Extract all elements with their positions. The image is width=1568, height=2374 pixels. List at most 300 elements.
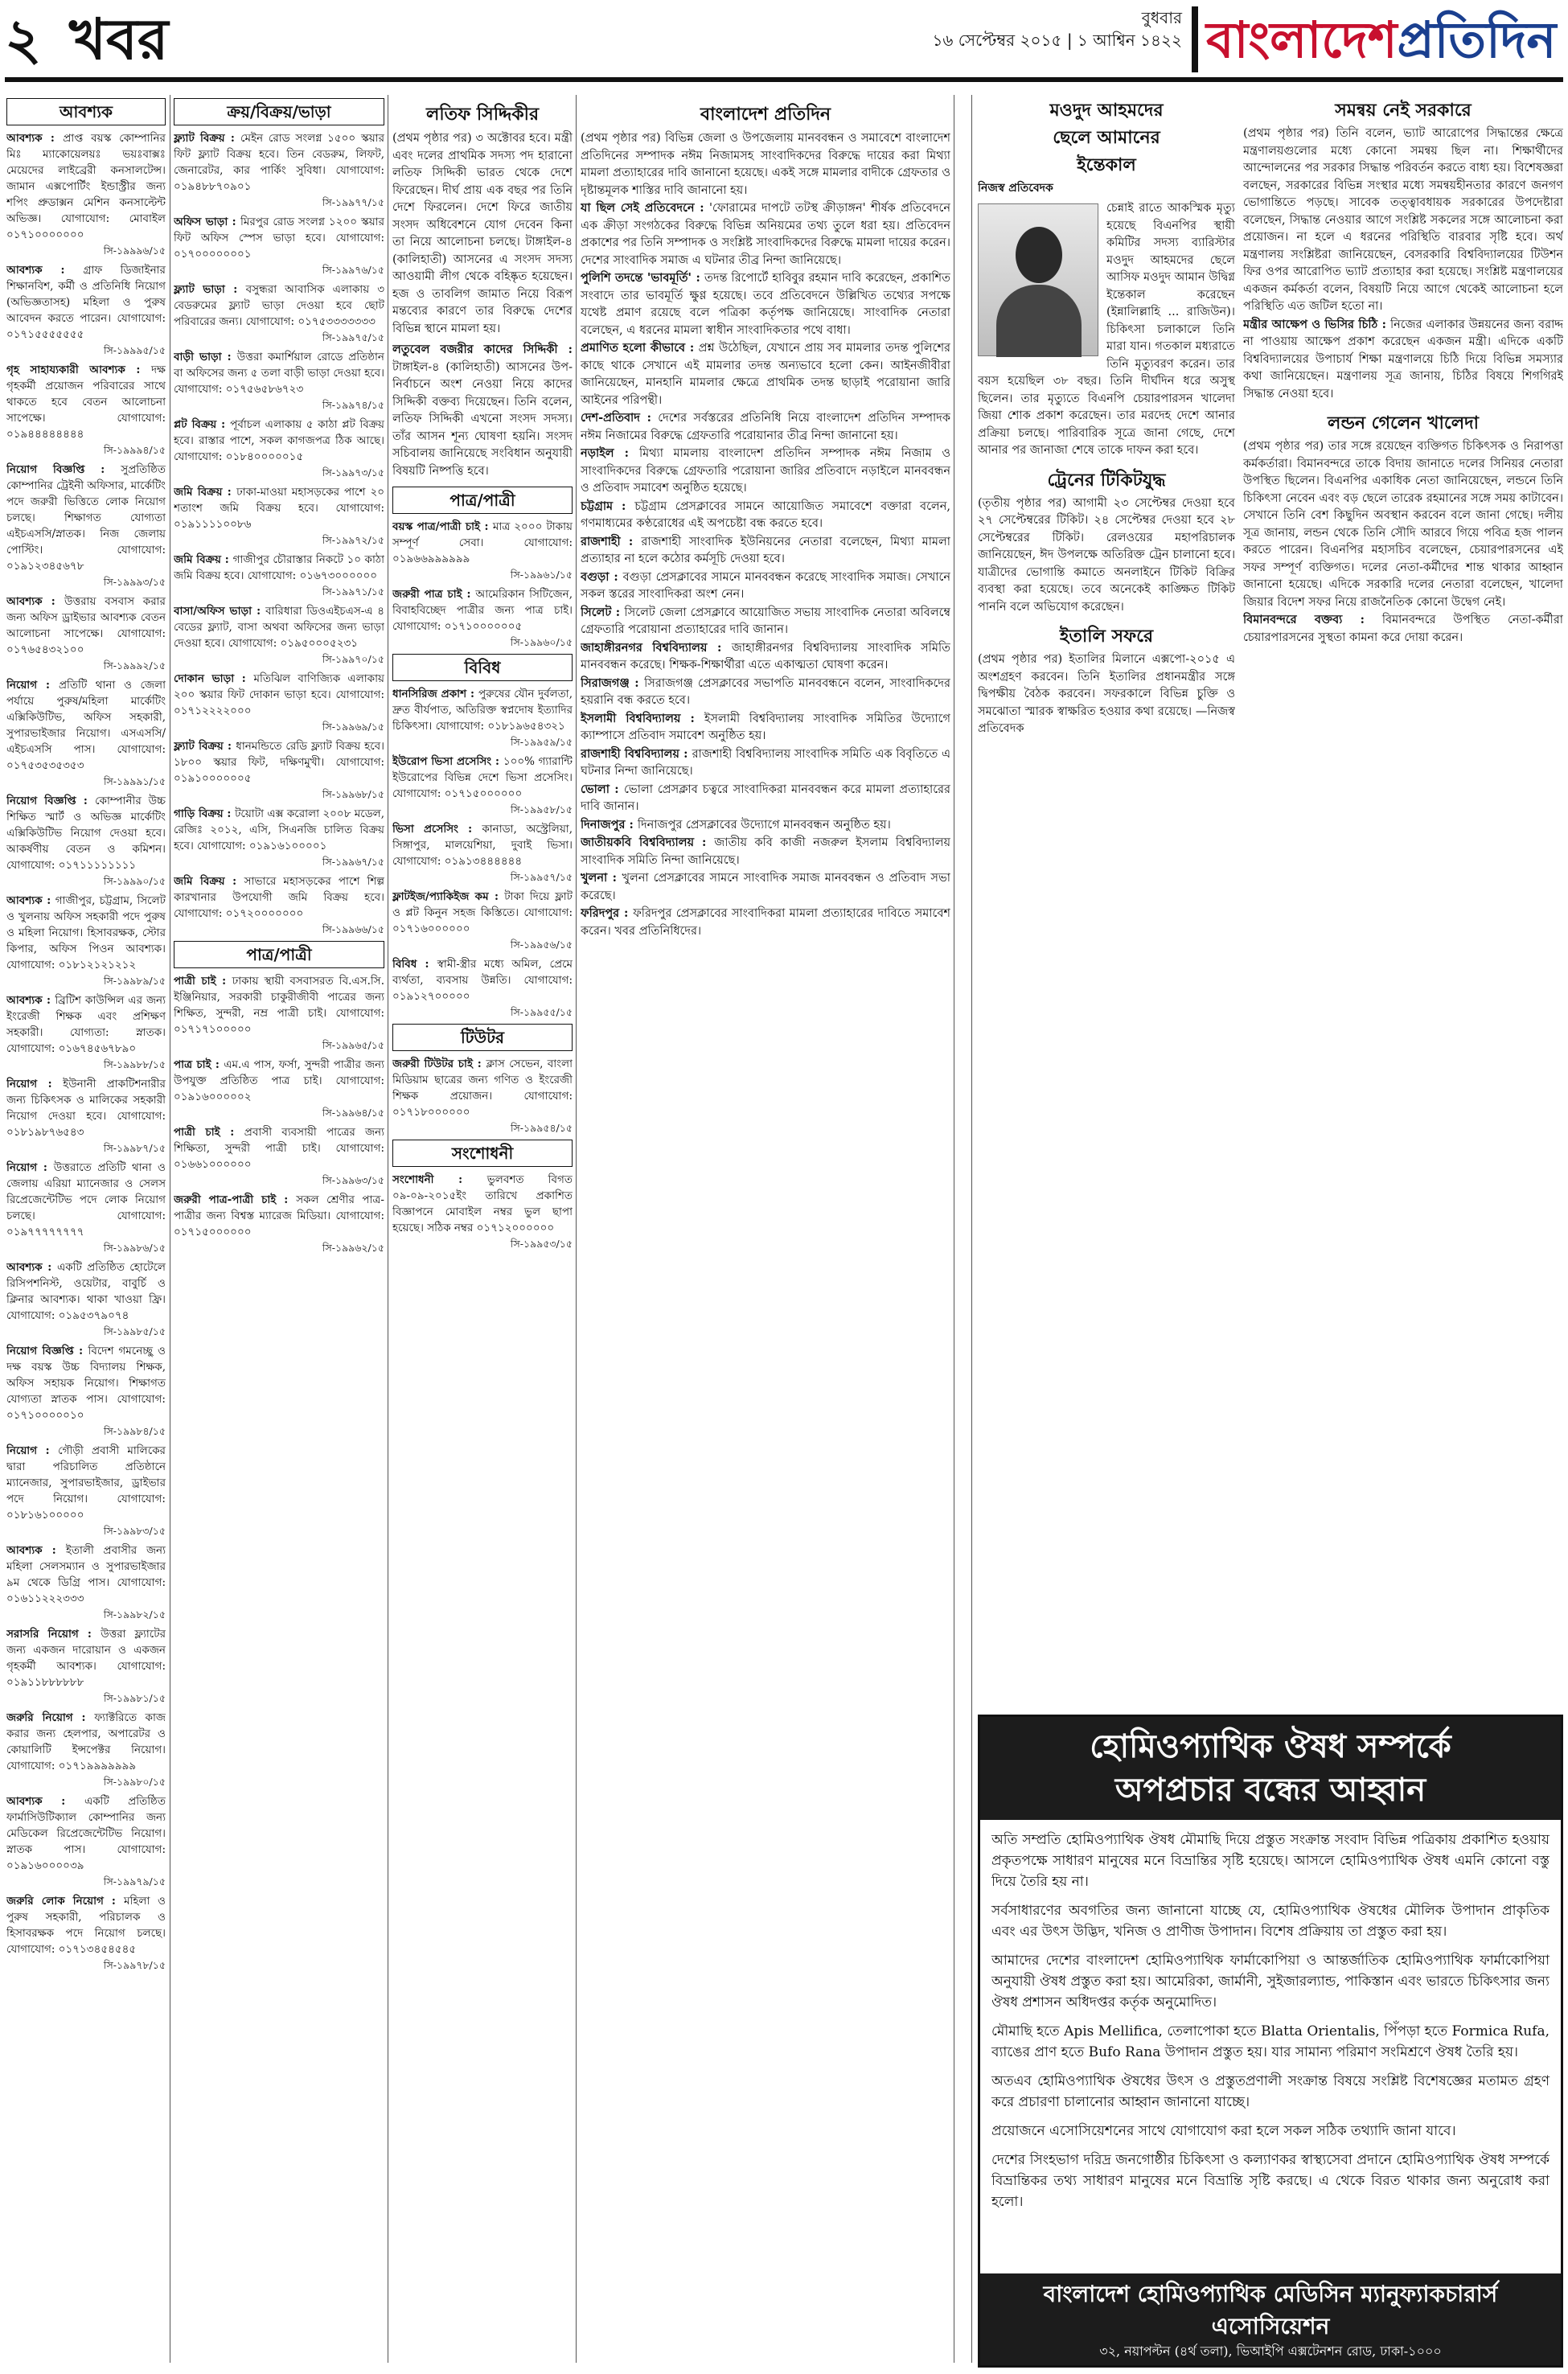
header-rule	[5, 77, 1563, 82]
classified-ad-text: কানাডা, অস্ট্রেলিয়া, সিঙ্গাপুর, মালয়েশিয়া, দুবাই ভিসা। যোগাযোগ: ০১৯১৩৪৪৪৪৪৪	[392, 823, 573, 868]
city-report-text: বগুড়া প্রেসক্লাবের সামনে মানববন্ধন করেছে সাংবাদিক সমাজ। সেখানে সকল স্তরের সাংবাদিকরা অংশ নেন।	[581, 570, 950, 601]
classified-ad-label: আবশ্যক :	[6, 1544, 66, 1557]
classified-list	[392, 519, 573, 651]
classified-ad-reference: সি-১৯৯৮৭/১৫	[103, 1142, 166, 1154]
classified-ad-label: নিয়োগ বিজ্ঞপ্তি :	[6, 463, 121, 476]
classified-ad-text: ক্লাস সেভেন, বাংলা মিডিয়াম ছাত্রের জন্য গণিত ও ইংরেজী শিক্ষক প্রয়োজন। যোগাযোগ: ০১৭১৮০০০০০০	[392, 1058, 573, 1119]
classified-ad	[392, 956, 573, 1021]
city-report-text: দিনাজপুর প্রেসক্লাবের উদ্যোগে মানববন্ধন অনুষ্ঠিত হয়।	[637, 818, 891, 832]
classified-ad-reference: সি-১৯৯৫৯/১৫	[510, 736, 573, 748]
classified-ad	[392, 754, 573, 818]
article-subsection	[1243, 316, 1563, 404]
classified-ad-reference: সি-১৯৯৭৪/১৫	[322, 399, 384, 411]
classified-list	[392, 686, 573, 1021]
ad-paragraph: দেশের সিংহভাগ দরিদ্র জনগোষ্ঠীর চিকিৎসা ও কল্যাণকর স্বাস্থ্যসেবা প্রদানে হোমিওপ্যাথিক ঔষধ সম্পর্কে বিভ্রান্তিকর তথ্য সাধারণ মানুষের মনে বিভ্রান্তি সৃষ্টি করছে। এ থেকে বিরত থাকার জন্য অনুরোধ করা হলো।	[991, 2152, 1550, 2210]
article-subsection	[581, 199, 950, 269]
classified-ad-reference: সি-১৯৯৭২/১৫	[322, 534, 384, 546]
ad-headline-line-1: হোমিওপ্যাথিক ঔষধ সম্পর্কে	[1090, 1727, 1451, 1765]
classified-ad	[6, 1160, 166, 1256]
city-report-text: রাজশাহী সাংবাদিক ইউনিয়নের নেতারা বলেছেন, মিথ্যা মামলা প্রত্যাহার না হলে কঠোর কর্মসূচি দেওয়া হবে।	[581, 535, 950, 565]
classified-ad	[174, 1192, 384, 1256]
classified-ad-reference: সি-১৯৯৯০/১৫	[103, 875, 166, 887]
weekday: বুধবার	[1141, 8, 1182, 27]
ad-headline-line-2: অপপ্রচার বন্ধের আহ্বান	[1114, 1771, 1426, 1809]
classified-ad-label: আবশ্যক :	[6, 894, 55, 907]
classified-ad-text: ইতালী প্রবাসীর জন্য মহিলা সেলসম্যান ও সুপারভাইজার ৯ম থেকে ডিগ্রি পাস। যোগাযোগ: ০১৬১১২২২৩৩৩	[6, 1544, 166, 1605]
column-divider	[576, 95, 577, 2363]
classified-ad	[392, 821, 573, 885]
classified-ad	[174, 349, 384, 413]
classified-ad-label: বাসা/অফিস ভাড়া :	[174, 605, 266, 618]
column-divider	[971, 95, 972, 2363]
classified-ad-text: উত্তরা কমার্শিয়াল রোডে প্রতিষ্ঠান বা অফিসের জন্য ৫ তলা বাড়ী ভাড়া দেওয়া হবে। যোগাযোগ: ০১৭৫৬৫৮৬৭২৩	[174, 351, 384, 396]
article-subsection	[581, 339, 950, 409]
ad-headline	[980, 1717, 1561, 1820]
article-body: বিমানবন্দরে উপস্থিত নেতা-কর্মীরা চেয়ারপারসনের সুস্থতা কামনা করে দোয়া করেন।	[1243, 614, 1563, 644]
classified-ad-label: ফ্লাটইজ/প্যাকিইজ কম :	[392, 890, 505, 903]
article-body: 'ফোরামের দাপটে তটস্থ ক্রীড়াঙ্গন' শীর্ষক প্রতিবেদনে এক ক্রীড়া সংগঠকের বিরুদ্ধে বিভিন্ন অনিয়মের তথ্য তুলে ধরা হয়। প্রতিবেদন প্রকাশের পর তিনি সম্পাদক ও সংশ্লিষ্ট সাংবাদিকদের বিরুদ্ধে মামলা দায়ের করেন। দেশের সাংবাদিক সমাজ এ ঘটনার তীব্র নিন্দা জানিয়েছে।	[581, 202, 950, 267]
article-body: (প্রথম পৃষ্ঠার পর) তিনি বলেন, ভ্যাট আরোপের সিদ্ধান্তের ক্ষেত্রে মন্ত্রণালয়গুলোর মধ্যে কোনো সমন্বয় ছিল না। শিক্ষার্থীদের আন্দোলনের পর সরকার সিদ্ধান্ত পরিবর্তন করতে বাধ্য হয়। বিশেষজ্ঞরা বলছেন, সরকারের বিভিন্ন সংস্থার মধ্যে সমন্বয়হীনতার কারণে জনগণ ভোগান্তিতে পড়ছে। সাবেক তত্ত্বাবধায়ক সরকারের উপদেষ্টারা বলেছেন, সিদ্ধান্ত নেওয়ার আগে সংশ্লিষ্ট সকলের সঙ্গে আলোচনা করা প্রয়োজন। না হলে এ ধরনের পরিস্থিতি বারবার সৃষ্টি হবে। অর্থ মন্ত্রণালয় সংশ্লিষ্টরা জানিয়েছেন, বেসরকারি বিশ্ববিদ্যালয়ের টিউশন ফির ওপর আরোপিত ভ্যাট প্রত্যাহার করা হয়েছে। সংশ্লিষ্ট মন্ত্রণালয়ের একজন কর্মকর্তা বলেন, বিষয়টি নিয়ে আগে থেকেই আলোচনা হলে পরিস্থিতি এত জটিল হতো না।	[1243, 127, 1563, 313]
classified-ad-reference: সি-১৯৯৯১/১৫	[103, 775, 166, 787]
article-body: নিজের এলাকার উন্নয়নের জন্য বরাদ্দ না পাওয়ায় আক্ষেপ প্রকাশ করেছেন একজন মন্ত্রী। এদিকে একটি বিশ্ববিদ্যালয়ের উপাচার্য শিক্ষা মন্ত্রণালয়ে চিঠি দিয়ে বিভিন্ন সমস্যার কথা জানিয়েছেন। মন্ত্রণালয় সূত্র জানায়, চিঠির বিষয়ে শিগগিরই সিদ্ধান্ত নেওয়া হবে।	[1243, 318, 1563, 400]
classified-ad-reference: সি-১৯৯৫৩/১৫	[510, 1238, 573, 1250]
classified-ad-reference: সি-১৯৯৭০/১৫	[322, 653, 384, 665]
subheading: লতুবেল বজরীর কাদের সিদ্দিকী :	[392, 343, 573, 356]
city-name: ফরিদপুর :	[581, 906, 634, 920]
classified-ad-reference: সি-১৯৯৬০/১৫	[510, 636, 573, 648]
city-report-text: মিথ্যা মামলায় বাংলাদেশ প্রতিদিন সম্পাদক নঈম নিজাম ও সাংবাদিকদের বিরুদ্ধে গ্রেফতারি পরোয়ানা জারির প্রতিবাদে নড়াইলে মানববন্ধন ও প্রতিবাদ সমাবেশ অনুষ্ঠিত হয়েছে।	[581, 447, 950, 495]
classified-ad-reference: সি-১৯৯৬৯/১৫	[322, 721, 384, 733]
classified-ad	[6, 1443, 166, 1539]
classified-ad-label: আবশ্যক :	[6, 1795, 84, 1808]
classified-heading: টিউটর	[392, 1024, 573, 1051]
classified-ad-label: বয়স্ক পাত্র/পাত্রী চাই :	[392, 520, 493, 533]
classified-ad-label: জমি বিক্রয় :	[174, 875, 244, 888]
classified-ad-label: গৃহ সাহায্যকারী আবশ্যক :	[6, 363, 151, 376]
article-body: (তৃতীয় পৃষ্ঠার পর) আগামী ২৩ সেপ্টেম্বর দেওয়া হবে ২৭ সেপ্টেম্বরের টিকিট। ২৪ সেপ্টেম্বর দেওয়া হবে ২৮ সেপ্টেম্বরের টিকিট। রেলওয়ের মহাপরিচালক জানিয়েছেন, ঈদ উপলক্ষে অতিরিক্ত ট্রেন চালানো হবে। যাত্রীদের ভোগান্তি কমাতে অনলাইনে টিকিট বিক্রির ব্যবস্থা করা হয়েছে। তবে অনেকেই কাঙ্ক্ষিত টিকিট পাননি বলে অভিযোগ করেছেন।	[978, 496, 1235, 614]
portrait-photo	[978, 203, 1098, 356]
classified-ad-reference: সি-১৯৯৬১/১৫	[510, 569, 573, 581]
news-column-govt	[1243, 95, 1563, 1708]
classified-ad-text: উত্তরায় বসবাস করার জন্য অফিস ড্রাইভার আবশ্যক বেতন আলোচনা সাপেক্ষে। যোগাযোগ: ০১৭৬৫৪৩২১০০	[6, 595, 166, 656]
city-name: খুলনা :	[581, 871, 622, 885]
classified-ad	[6, 362, 166, 458]
section-title: খবর	[69, 6, 169, 72]
classified-ad-text: গৌড়ী প্রবাসী মালিকের দ্বারা পরিচালিত প্রতিষ্ঠানে ম্যানেজার, সুপারভাইজার, ড্রাইভার পদে নিয়োগ। যোগাযোগ: ০১৮১৬১০০০০০	[6, 1444, 166, 1522]
classified-ad-label: জমি বিক্রয় :	[174, 486, 237, 499]
classified-ad-label: ইউরোপ ভিসা প্রসেসিং :	[392, 755, 503, 768]
article-body: (প্রথম পৃষ্ঠার পর) ৩ অক্টোবর হবে। মন্ত্রী এবং দলের প্রাথমিক সদস্য পদ হারানো লতিফ সিদ্দিকী ভারত থেকে দেশে ফিরেছেন। দীর্ঘ প্রায় এক বছর পর তিনি দেশে ফিরলেন। দেশে ফিরে জাতীয় সংসদ অধিবেশনে যোগ দেবেন কিনা তা নিয়ে আলোচনা চলছে। টাঙ্গাইল-৪ (কালিহাতী) আসনের এ সংসদ সদস্য আওয়ামী লীগ থেকে বহিষ্কৃত হয়েছেন। হজ ও তাবলিগ জামাত নিয়ে বিরূপ মন্তব্যের কারণে তার বিরুদ্ধে দেশের বিভিন্ন স্থানে মামলা হয়।	[392, 132, 573, 335]
classified-ad	[6, 1626, 166, 1707]
classified-ad-label: আবশ্যক :	[6, 132, 64, 145]
classified-ad-reference: সি-১৯৯৫৬/১৫	[510, 939, 573, 951]
classified-ad	[6, 130, 166, 259]
subheading: যা ছিল সেই প্রতিবেদনে :	[581, 201, 704, 215]
classified-ad-reference: সি-১৯৯৯৫/১৫	[103, 344, 166, 356]
news-column-moudud	[978, 95, 1235, 1708]
classified-ad-label: নিয়োগ বিজ্ঞপ্তি :	[6, 1345, 88, 1357]
classified-list	[174, 130, 384, 938]
city-name: নড়াইল :	[581, 446, 639, 460]
classified-ad-text: সকল শ্রেণীর পাত্র-পাত্রীর জন্য বিশ্বস্ত ম্যারেজ মিডিয়া। যোগাযোগ: ০১৭১৫০০০০০০	[174, 1193, 384, 1238]
classified-ad-text: কোম্পানীর উচ্চ শিক্ষিত স্মার্ট ও অভিজ্ঞ মার্কেটিং এক্সিকিউটিভ নিয়োগ দেওয়া হবে। আকর্ষণীয় বেতন ও কমিশন। যোগাযোগ: ০১৭১১১১১১১১	[6, 795, 166, 872]
classified-ad-text: মতিঝিল বাণিজ্যিক এলাকায় ২০০ স্কয়ার ফিট দোকান ভাড়া হবে। যোগাযোগ: ০১৭১২২২২০০০	[174, 672, 384, 717]
classified-ad	[6, 262, 166, 359]
classified-ad	[174, 1057, 384, 1121]
city-report	[581, 781, 950, 816]
classified-ad-label: পাত্র চাই :	[174, 1058, 224, 1071]
classified-ad-label: জরুরী পাত্র-পাত্রী চাই :	[174, 1193, 297, 1206]
ad-paragraph: আমাদের দেশের বাংলাদেশ হোমিওপ্যাথিক ফার্মাকোপিয়া ও আন্তর্জাতিক হোমিওপ্যাথিক ফার্মাকোপিয়া অনুযায়ী ঔষধ প্রস্তুত করা হয়। আমেরিকা, জার্মানী, সুইজারল্যান্ড, পাকিস্তান এবং ভারতে চিকিৎসার জন্য ঔষধ প্রশাসন অধিদপ্তর কর্তৃক অনুমোদিত।	[991, 1953, 1550, 2011]
city-report-text: সিলেট জেলা প্রেসক্লাবে আয়োজিত সভায় সাংবাদিক নেতারা অবিলম্বে গ্রেফতারি পরোয়ানা প্রত্যাহারের দাবি জানান।	[581, 606, 950, 636]
city-report	[581, 639, 950, 675]
classified-ad-reference: সি-১৯৯৮১/১৫	[103, 1692, 166, 1704]
classified-ad-reference: সি-১৯৯৫৭/১৫	[510, 871, 573, 883]
classified-ad-label: ভিসা প্রসেসিং :	[392, 823, 482, 836]
city-name: চট্টগ্রাম :	[581, 499, 635, 513]
classified-ad-reference: সি-১৯৯৯৬/১৫	[103, 244, 166, 257]
classified-ad-text: আমেরিকান সিটিজেন, বিবাহবিচ্ছেদ পাত্রীর জন্য পাত্র চাই। যোগাযোগ: ০১৭১০০০০০০৫	[392, 588, 573, 633]
article-body: (প্রথম পৃষ্ঠার পর) ইতালির মিলানে এক্সপো-২০১৫ এ অংশগ্রহণ করবেন। তিনি ইতালির প্রধানমন্ত্রীর সঙ্গে দ্বিপক্ষীয় বৈঠক করবেন। সফরকালে বিভিন্ন চুক্তি ও সমঝোতা স্মারক স্বাক্ষরিত হওয়ার কথা রয়েছে। —নিজস্ব প্রতিবেদক	[978, 653, 1235, 735]
classified-ad-reference: সি-১৯৯৮৯/১৫	[103, 975, 166, 987]
city-name: সিলেট :	[581, 605, 625, 619]
classified-ad-reference: সি-১৯৯৮৩/১৫	[103, 1525, 166, 1537]
city-report	[581, 445, 950, 498]
classified-ad-label: পাত্রী চাই :	[174, 1126, 244, 1139]
city-report-text: সিরাজগঞ্জ প্রেসক্লাবের সভাপতি মানববন্ধনে বলেন, সাংবাদিকদের হয়রানি বন্ধ করতে হবে।	[581, 676, 950, 707]
city-report-text: জাতীয় কবি কাজী নজরুল ইসলাম বিশ্ববিদ্যালয় সাংবাদিক সমিতি নিন্দা জানিয়েছে।	[581, 836, 950, 867]
classified-ad-label: বিবিধ :	[392, 958, 437, 971]
ad-paragraph: অতএব হোমিওপ্যাথিক ঔষধের উৎস ও প্রস্তুতপ্রণালী সংক্রান্ত বিষয়ে সংশ্লিষ্ট বিশেষজ্ঞের মতামত গ্রহণ করে প্রচারণা চালানোর আহ্বান জানানো যাচ্ছে।	[991, 2073, 1550, 2110]
brand-divider	[1192, 6, 1198, 72]
classified-ad-label: জরুরী পাত্র চাই :	[392, 588, 476, 601]
classified-ad-text: দক্ষ গৃহকর্মী প্রয়োজন পরিবারের সাথে থাকতে হবে বেতন আলোচনা সাপেক্ষে। যোগাযোগ: ০১৯৪৪৪৪৪৪৪৪	[6, 363, 166, 441]
city-report	[581, 710, 950, 745]
classified-ad-label: আবশ্যক :	[6, 595, 64, 608]
classified-ad-text: মিরপুর রোড সংলগ্ন ১২০০ স্কয়ার ফিট অফিস স্পেস ভাড়া হবে। যোগাযোগ: ০১৭০০০০০০০১	[174, 216, 384, 261]
classified-ad-label: সরাসরি নিয়োগ :	[6, 1628, 101, 1641]
news-column-latif	[392, 95, 573, 2368]
classified-ad-label: নিয়োগ :	[6, 1444, 59, 1457]
classified-ad	[6, 793, 166, 889]
ad-body	[980, 1820, 1561, 2230]
classified-ad-reference: সি-১৯৯৮২/১৫	[103, 1608, 166, 1620]
article-subsection	[581, 269, 950, 339]
classified-ad-text: মাত্র ২০০০ টাকায় সম্পূর্ণ সেবা। যোগাযোগ: ০১৯৬৬৯৯৯৯৯৯	[392, 520, 573, 565]
classified-ad-reference: সি-১৯৯৬৭/১৫	[322, 856, 384, 868]
city-report-text: জাহাঙ্গীরনগর বিশ্ববিদ্যালয় সাংবাদিক সমিতি মানববন্ধন করেছে। শিক্ষক-শিক্ষার্থীরা এতে একাত্মতা ঘোষণা করেন।	[581, 641, 950, 672]
classified-ad-reference: সি-১৯৯৭৩/১৫	[322, 466, 384, 478]
city-report-text: ভোলা প্রেসক্লাব চত্বরে সাংবাদিকরা মানববন্ধন করে মামলা প্রত্যাহারের দাবি জানান।	[581, 782, 950, 813]
classified-ad-label: আবশ্যক :	[6, 264, 84, 277]
classified-ad	[174, 130, 384, 211]
classified-ad-reference: সি-১৯৯৮৫/১৫	[103, 1325, 166, 1337]
classified-column-property	[174, 95, 384, 2368]
classified-ad-reference: সি-১৯৯৬৪/১৫	[322, 1107, 384, 1119]
article-body: (প্রথম পৃষ্ঠার পর) তার সঙ্গে রয়েছেন ব্যক্তিগত চিকিৎসক ও নিরাপত্তা কর্মকর্তারা। বিমানবন্দরে তাকে বিদায় জানাতে দলের সিনিয়র নেতারা উপস্থিত ছিলেন। বিএনপির একাধিক নেতা জানিয়েছেন, লন্ডনে তিনি চিকিৎসা নেবেন এবং বড় ছেলে তারেক রহমানের সঙ্গে সময় কাটাবেন। সেখানে তিনি বেশ কিছুদিন অবস্থান করবেন বলে জানা গেছে। দলীয় সূত্র জানায়, লন্ডন থেকে তিনি সৌদি আরবে গিয়ে পবিত্র হজ পালন করতে পারেন। বিএনপির মহাসচিব বলেছেন, চেয়ারপারসনের এই সফর সম্পূর্ণ ব্যক্তিগত। দলের নেতা-কর্মীদের শান্ত থাকার আহ্বান জানানো হয়েছে। এদিকে সরকারি দলের নেতারা বলেছেন, খালেদা জিয়ার বিদেশ সফর নিয়ে রাজনৈতিক কোনো উদ্বেগ নেই।	[1243, 440, 1563, 609]
classified-ad-text: স্বামী-স্ত্রীর মধ্যে অমিল, প্রেমে ব্যর্থতা, ব্যবসায় উন্নতি। যোগাযোগ: ০১৯১২৭০০০০০	[392, 958, 573, 1003]
classified-ad-reference: সি-১৯৯৬৩/১৫	[322, 1174, 384, 1186]
classified-list	[174, 973, 384, 1256]
classified-ad-text: ঢাকা-মাওয়া মহাসড়কের পাশে ২০ শতাংশ জমি বিক্রয় হবে। যোগাযোগ: ০১৯১১১১০০৮৬	[174, 486, 384, 531]
city-report	[581, 905, 950, 940]
classified-heading: ক্রয়/বিক্রয়/ভাড়া	[174, 98, 384, 125]
classified-ad-text: ধানমন্ডিতে রেডি ফ্ল্যাট বিক্রয় হবে। ১৮০০ স্কয়ার ফিট, দক্ষিণমুখী। যোগাযোগ: ০১৯১০০০০০০৫	[174, 740, 384, 785]
article-headline: লতিফ সিদ্দিকীর	[425, 104, 540, 125]
classified-ad-reference: সি-১৯৯৫৪/১৫	[510, 1122, 573, 1134]
classified-ad-label: ফ্ল্যাট বিক্রয় :	[174, 132, 241, 145]
classified-ad	[392, 586, 573, 651]
classified-ad-text: ১০০% গ্যারান্টি ইউরোপের বিভিন্ন দেশে ভিসা প্রসেসিং। যোগাযোগ: ০১৭১৫০০০০০০	[392, 755, 573, 800]
classified-ad-label: নিয়োগ :	[6, 1078, 64, 1090]
photo-torso-shape	[996, 285, 1082, 357]
classified-ad	[174, 214, 384, 278]
classified-ad-text: ব্রিটিশ কাউন্সিল এর জন্য ইংরেজী শিক্ষক এবং প্রশিক্ষণ সহকারী। যোগ্যতা: স্নাতক। যোগাযোগ: ০১৬৭৪৫৬৭৮৯০	[6, 994, 166, 1055]
newspaper-logo	[1206, 5, 1556, 76]
classified-ad	[174, 738, 384, 803]
classified-ad	[392, 686, 573, 750]
classified-heading: আবশ্যক	[6, 98, 166, 125]
ad-paragraph: প্রয়োজনে এসোসিয়েশনের সাথে যোগাযোগ করা হলে সকল সঠিক তথ্যাদি জানা যাবে।	[991, 2123, 1456, 2139]
byline: নিজস্ব প্রতিবেদক	[978, 182, 1053, 195]
classified-ad-reference: সি-১৯৯৫৮/১৫	[510, 803, 573, 815]
classified-list	[6, 130, 166, 1974]
city-report	[581, 675, 950, 710]
article-body: (প্রথম পৃষ্ঠার পর) বিভিন্ন জেলা ও উপজেলায় মানববন্ধন ও সমাবেশে বাংলাদেশ প্রতিদিনের সম্পাদক নঈম নিজামসহ সাংবাদিকদের বিরুদ্ধে দায়ের করা মিথ্যা মামলা প্রত্যাহারের দাবি জানানো হয়েছে। একই সঙ্গে মামলার বাদীকে গ্রেফতার ও দৃষ্টান্তমূলক শাস্তির দাবি জানানো হয়।	[581, 132, 950, 197]
subheading: মন্ত্রীর আক্ষেপ ও ভিসির চিঠি :	[1243, 317, 1386, 331]
classified-ad-label: জরুরী টিউটর চাই :	[392, 1058, 486, 1070]
classified-ad	[174, 552, 384, 600]
ad-organization: বাংলাদেশ হোমিওপ্যাথিক মেডিসিন ম্যানুফ্যাকচারার্স এসোসিয়েশন	[1043, 2281, 1498, 2339]
classified-ad	[6, 1542, 166, 1623]
classified-heading: পাত্র/পাত্রী	[174, 941, 384, 968]
classified-ad	[6, 1893, 166, 1974]
classified-ad-text: বসুন্ধরা আবাসিক এলাকায় ৩ বেডরুমের ফ্ল্যাট ভাড়া দেওয়া হবে ছোট পরিবারের জন্য। যোগাযোগ: ০১৭৫৩৩৩৩৩৩৩	[174, 283, 384, 328]
article-headline: লন্ডন গেলেন খালেদা	[1327, 413, 1480, 433]
classified-ad-text: ভুলবশত বিগত ০৯-০৯-২০১৫ইং তারিখে প্রকাশিত বিজ্ঞাপনে মোবাইল নম্বর ভুল ছাপা হয়েছে। সঠিক নম্বর ০১৭১২০০০০০০	[392, 1173, 573, 1234]
classified-column-jobs	[6, 95, 166, 2368]
classified-ad	[174, 417, 384, 481]
classified-ad	[174, 484, 384, 548]
article-body: প্রশ্ন উঠেছিল, যেখানে প্রায় সব মামলার তদন্ত পুলিশের কাছে থাকে সেখানে এই মামলার তদন্ত অন্যভাবে হলো কেন। আইনজীবীরা জানিয়েছেন, মানহানি মামলার ক্ষেত্রে প্রাথমিক তদন্ত ছাড়াই পরোয়ানা জারি আইনের পরিপন্থী।	[581, 342, 950, 407]
classified-ad-label: নিয়োগ বিজ্ঞপ্তি :	[6, 795, 96, 807]
masthead	[0, 0, 1568, 95]
classified-ad	[392, 519, 573, 583]
classified-ad-reference: সি-১৯৯৮৪/১৫	[103, 1425, 166, 1437]
article-headline: ইতালি সফরে	[1059, 626, 1154, 647]
classified-ad-reference: সি-১৯৯৭৯/১৫	[103, 1875, 166, 1887]
page-number: ২	[5, 6, 42, 72]
classified-ad-text: ফ্যাক্টরিতে কাজ করার জন্য হেলপার, অপারেটর ও কোয়ালিটি ইন্সপেক্টর নিয়োগ। যোগাযোগ: ০১৭১৯৯৯৯৯৯৯	[6, 1711, 166, 1772]
ad-address: ৩২, নয়াপল্টন (৪র্থ তলা), ভিআইপি এক্সটেনশন রোড, ঢাকা-১০০০	[1099, 2343, 1442, 2359]
article-body: টাঙ্গাইল-৪ (কালিহাতী) আসনের উপ-নির্বাচনে অংশ নেওয়া নিয়ে কাদের সিদ্দিকী বক্তব্য দিয়েছেন। তিনি বলেন, লতিফ সিদ্দিকী এখনো সংসদ সদস্য। তাঁর আসন শূন্য ঘোষণা হয়নি। সংসদ সচিবালয় জানিয়েছে সংবিধান অনুযায়ী বিষয়টি নিষ্পত্তি হবে।	[392, 360, 573, 478]
classified-ad-reference: সি-১৯৯৯৪/১৫	[103, 444, 166, 456]
classified-ad	[6, 677, 166, 790]
classified-ad	[6, 1793, 166, 1890]
city-report	[581, 604, 950, 639]
classified-ad	[174, 1124, 384, 1189]
classified-ad-reference: সি-১৯৯৭৬/১৫	[322, 264, 384, 276]
classified-ad-text: ঢাকায় স্থায়ী বসবাসরত বি.এস.সি. ইঞ্জিনিয়ার, সরকারী চাকুরীজীবী পাত্রের জন্য শিক্ষিত, সুন্দরী, নম্র পাত্রী চাই। যোগাযোগ: ০১৭১৭১০০০০০	[174, 975, 384, 1036]
classified-ad-label: আবশ্যক :	[6, 1261, 57, 1274]
city-report	[581, 498, 950, 533]
classified-ad-label: ফ্ল্যাট বিক্রয় :	[174, 740, 236, 753]
subheading: প্রমাণিত হলো কীভাবে :	[581, 341, 695, 355]
article-subsection	[1243, 611, 1563, 647]
classified-ad-text: একটি প্রতিষ্ঠিত ফার্মাসিউটিক্যাল কোম্পানির জন্য মেডিকেল রিপ্রেজেন্টেটিভ নিয়োগ। স্নাতক পাস। যোগাযোগ: ০১৯১৬০০০০৩৯	[6, 1795, 166, 1872]
city-name: জাতীয়কবি বিশ্ববিদ্যালয় :	[581, 836, 715, 849]
classified-ad	[6, 462, 166, 590]
classified-ad-reference: সি-১৯৯৬৮/১৫	[322, 788, 384, 800]
homeopathy-advertisement	[978, 1715, 1563, 2368]
classified-ad-label: আবশ্যক :	[6, 994, 55, 1007]
classified-ad-text: সুপ্রতিষ্ঠিত কোম্পানির ট্রেইনী অফিসার, মার্কেটিং পদে জরুরী ভিত্তিতে লোক নিয়োগ চলছে। শিক্ষাগত যোগ্যতা এইচএসসি/স্নাতক। নিজ জেলায় পোস্টিং। যোগাযোগ: ০১৯১২৩৪৫৬৭৮	[6, 463, 166, 573]
classified-ad	[174, 671, 384, 735]
city-report	[581, 816, 950, 835]
classified-ad-text: গাজীপুর, চট্টগ্রাম, সিলেট ও খুলনায় অফিস সহকারী পদে পুরুষ ও মহিলা নিয়োগ। হিসাবরক্ষক, স্টোর কিপার, অফিস পিওন আবশ্যক। যোগাযোগ: ০১৮১২১২১২১২	[6, 894, 166, 971]
dateline	[828, 6, 1182, 51]
classified-ad-text: প্রাপ্ত বয়স্ক কোম্পানির মিঃ ম্যাকোয়েলয়ঃ ভয়ঃবাক্সঃ মেয়েদের লাইব্রেরী কনসালটেন্স। জামান এক্সপোর্টিং ইন্ডাস্ট্রীর জন্য শপিং প্রুডাক্সন মেশিন কনসাল্টেন্ট অভিজ্ঞ। যোগাযোগ: মোবাইল ০১৭১০০০০০০০	[6, 132, 166, 241]
classified-ad-text: সাভারে মহাসড়কের পাশে শিল্প কারখানার উপযোগী জমি বিক্রয় হবে। যোগাযোগ: ০১৭২০০০০০০০	[174, 875, 384, 920]
article-subsection	[581, 409, 950, 445]
classified-ad-text: উত্তরাতে প্রতিটি থানা ও জেলায় এরিয়া ম্যানেজার ও সেলস রিপ্রেজেন্টেটিভ পদে লোক নিয়োগ চলছে। যোগাযোগ: ০১৯৭৭৭৭৭৭৭৭	[6, 1161, 166, 1238]
classified-ad-label: ধানসিরিজ প্রকাশ :	[392, 688, 478, 700]
classified-ad	[174, 281, 384, 346]
classified-ad-text: বিদেশ গমনেচ্ছু ও দক্ষ বয়স্ক উচ্চ বিদ্যালয় শিক্ষক, অফিস সহায়ক নিয়োগ। শিক্ষাগত যোগ্যতা স্নাতক পাস। যোগাযোগ: ০১৭১০০০০০১০	[6, 1345, 166, 1422]
classified-ad-reference: সি-১৯৯৬৬/১৫	[322, 923, 384, 935]
classified-block	[392, 487, 573, 1252]
classified-ad-text: বারিধারা ডিওএইচএস-এ ৪ বেডের ফ্ল্যাট, বাসা অথবা অফিসের জন্য ভাড়া দেওয়া হবে। যোগাযোগ: ০১৯৫০০০৫২৩১	[174, 605, 384, 650]
classified-ad	[392, 1172, 573, 1252]
city-report	[581, 834, 950, 869]
classified-ad-label: সংশোধনী :	[392, 1173, 487, 1186]
classified-ad-reference: সি-১৯৯৫৫/১৫	[510, 1006, 573, 1018]
classified-ad-label: নিয়োগ :	[6, 679, 59, 692]
classified-ad	[6, 893, 166, 989]
city-report-text: ফরিদপুর প্রেসক্লাবের সাংবাদিকরা মামলা প্রত্যাহারের দাবিতে সমাবেশ করেন। খবর প্রতিনিধিদের।	[581, 907, 950, 938]
classified-ad-reference: সি-১৯৯৯২/১৫	[103, 659, 166, 672]
classified-ad-text: টয়োটা এক্স করোলা ২০০৮ মডেল, রেজিঃ ২০১২, এসি, সিএনজি চালিত বিক্রয় হবে। যোগাযোগ: ০১৯১৬১০০০০১	[174, 807, 384, 852]
classified-ad-reference: সি-১৯৯৮৬/১৫	[103, 1242, 166, 1254]
classified-ad	[6, 992, 166, 1073]
classified-ad	[6, 594, 166, 674]
photo-head-shape	[1016, 227, 1062, 283]
classified-ad-label: অফিস ভাড়া :	[174, 216, 240, 228]
classified-ad-text: উত্তরা ফ্ল্যাটের জন্য একজন দারোয়ান ও একজন গৃহকর্মী আবশ্যক। যোগাযোগ: ০১৯১১৮৮৮৮৮৮	[6, 1628, 166, 1689]
article-body: চেন্নাই রাতে আকস্মিক মৃত্যু হয়েছে বিএনপির স্থায়ী কমিটির সদস্য ব্যারিস্টার মওদুদ আহমদের ছেলে আসিফ মওদুদ আমান উদ্বিগ্ন ইন্তেকাল করেছেন (ইন্নালিল্লাহি ... রাজিউন)। চিকিৎসা চলাকালে তিনি মারা যান। গতকাল মধ্যরাতে তিনি মৃত্যুবরণ করেন। তার বয়স হয়েছিল ৩৮ বছর। তিনি দীর্ঘদিন ধরে অসুস্থ ছিলেন। তার মৃত্যুতে বিএনপি চেয়ারপারসন খালেদা জিয়া শোক প্রকাশ করেছেন। তার মরদেহ দেশে আনার প্রক্রিয়া চলছে। পারিবারিক সূত্রে জানা গেছে, দেশে আনার পর জানাজা শেষে তাকে দাফন করা হবে।	[978, 202, 1235, 457]
city-report	[581, 745, 950, 781]
city-name: বগুড়া :	[581, 569, 623, 584]
article-body: দেশের সর্বস্তরের প্রতিনিধি নিয়ে বাংলাদেশ প্রতিদিন সম্পাদক নঈম নিজামের বিরুদ্ধে গ্রেফতারি পরোয়ানার তীব্র নিন্দা জানানো হয়।	[581, 412, 950, 442]
classified-ad-label: নিয়োগ :	[6, 1161, 54, 1174]
city-report-text: খুলনা প্রেসক্লাবের সামনে সাংবাদিক সমাজ মানববন্ধন ও প্রতিবাদ সভা করেছে।	[581, 872, 950, 902]
article-headline: ট্রেনের টিকিটযুদ্ধ	[1047, 469, 1166, 491]
classified-ad-label: গাড়ি বিক্রয় :	[174, 807, 236, 820]
classified-ad-reference: সি-১৯৯৯৩/১৫	[103, 576, 166, 588]
classified-ad-label: জরুরি লোক নিয়োগ :	[6, 1895, 124, 1908]
city-name: রাজশাহী বিশ্ববিদ্যালয় :	[581, 746, 692, 761]
subheading: পুলিশি তদন্তে 'ভাবমূর্তি' :	[581, 271, 700, 285]
classified-ad	[174, 806, 384, 870]
city-name: রাজশাহী :	[581, 534, 642, 548]
article-headline-line: ছেলে আমানের	[1053, 127, 1160, 148]
news-column-bd-pratidin	[581, 95, 950, 2368]
classified-ad-reference: সি-১৯৯৭১/১৫	[322, 585, 384, 598]
city-name: সিরাজগঞ্জ :	[581, 676, 645, 690]
city-report	[581, 569, 950, 604]
classified-ad	[6, 1259, 166, 1340]
city-name: জাহাঙ্গীরনগর বিশ্ববিদ্যালয় :	[581, 640, 732, 655]
classified-ad-reference: সি-১৯৯৮৮/১৫	[103, 1058, 166, 1070]
classified-ad-text: গাজীপুর চৌরাস্তার নিকটে ১০ কাঠা জমি বিক্রয় হবে। যোগাযোগ: ০১৬৭৩০০০০০০	[174, 553, 384, 582]
classified-heading: সংশোধনী	[392, 1140, 573, 1167]
classified-ad-text: পুরুষের যৌন দুর্বলতা, দ্রুত বীর্যপাত, অতিরিক্ত স্বপ্নদোষ ইত্যাদির চিকিৎসা। যোগাযোগ: ০১৮১৯৬৫৪৩২১	[392, 688, 573, 733]
classified-ad	[6, 1710, 166, 1790]
classified-ad-text: মেইন রোড সংলগ্ন ১৫০০ স্কয়ার ফিট ফ্ল্যাট বিক্রয় হবে। তিন বেডরুম, লিফট, জেনারেটর, কার পার্কিং সুবিধা। যোগাযোগ: ০১৯৪৮৮৭০৯০১	[174, 132, 384, 193]
classified-ad-reference: সি-১৯৯৭৫/১৫	[322, 331, 384, 343]
article-headline: বাংলাদেশ প্রতিদিন	[700, 104, 831, 125]
city-reports	[581, 445, 950, 940]
classified-ad-reference: সি-১৯৯৮০/১৫	[103, 1776, 166, 1788]
classified-ad-label: দোকান ভাড়া :	[174, 672, 254, 685]
city-name: ইসলামী বিশ্ববিদ্যালয় :	[581, 711, 704, 725]
classified-ad	[174, 973, 384, 1054]
city-report-text: চট্টগ্রাম প্রেসক্লাবের সামনে আয়োজিত সমাবেশে বক্তারা বলেন, গণমাধ্যমের কণ্ঠরোধের এই অপচেষ্টা বন্ধ করতে হবে।	[581, 499, 950, 530]
article-headline-line: ইন্তেকাল	[1077, 154, 1136, 175]
ad-footer	[980, 2273, 1561, 2365]
date: ১৬ সেপ্টেম্বর ২০১৫ | ১ আশ্বিন ১৪২২	[932, 31, 1182, 50]
classified-ad-text: টাকা দিয়ে ফ্লাট ও প্লট কিনুন সহজ কিস্তিতে। যোগাযোগ: ০১৭১৬০০০০০০	[392, 890, 573, 935]
ad-paragraph: সর্বসাধারণের অবগতির জন্য জানানো যাচ্ছে যে, হোমিওপ্যাথিক ঔষধের মৌলিক উপাদান প্রাকৃতিক এবং এর উৎস উদ্ভিদ, খনিজ ও প্রাণীজ উপাদান। বিশেষ প্রক্রিয়ায় তা প্রস্তুত করা হয়।	[991, 1903, 1550, 1940]
classified-heading: বিবিধ	[392, 654, 573, 681]
article-headline: সমন্বয় নেই সরকারে	[1335, 100, 1472, 121]
classified-ad-label: পাত্রী চাই :	[174, 975, 232, 988]
classified-ad-text: প্রবাসী ব্যবসায়ী পাত্রের জন্য শিক্ষিতা, সুন্দরী পাত্রী চাই। যোগাযোগ: ০১৬৬১০০০০০০	[174, 1126, 384, 1171]
subheading: দেশ-প্রতিবাদ :	[581, 411, 651, 425]
classified-ad-label: জরুরি নিয়োগ :	[6, 1711, 95, 1724]
subheading: বিমানবন্দরে বক্তব্য :	[1243, 613, 1365, 626]
classified-ad-reference: সি-১৯৯৭৭/১৫	[322, 196, 384, 208]
classified-ad	[6, 1343, 166, 1440]
article-subsection	[392, 341, 573, 480]
classified-ad-text: ইউনানী প্রাকটিশনারীর জন্য চিকিৎসক ও মালিকের সহকারী নিয়োগ দেওয়া হবে। যোগাযোগ: ০১৮১৯৮৭৬৫৪৩	[6, 1078, 166, 1139]
city-name: দিনাজপুর :	[581, 817, 638, 832]
ad-paragraph: মৌমাছি হতে Apis Mellifica, তেলাপোকা হতে Blatta Orientalis, পিঁপড়া হতে Formica Rufa, ব্যাঙের প্রাণ হতে Bufo Rana উপাদান প্রস্তুত হয়। যার সামান্য পরিমাণ সংমিশ্রণে ঔষধ তৈরি হয়।	[991, 2023, 1550, 2060]
classified-ad-reference: সি-১৯৯৬২/১৫	[322, 1242, 384, 1254]
city-report	[581, 533, 950, 569]
classified-ad-label: বাড়ী ভাড়া :	[174, 351, 237, 363]
city-report-text: ইসলামী বিশ্ববিদ্যালয় সাংবাদিক সমিতির উদ্যোগে ক্যাম্পাসে প্রতিবাদ সমাবেশ অনুষ্ঠিত হয়।	[581, 712, 950, 742]
classified-ad	[392, 889, 573, 953]
classified-list	[392, 1172, 573, 1252]
ad-paragraph: অতি সম্প্রতি হোমিওপ্যাথিক ঔষধ মৌমাছি দিয়ে প্রস্তুত সংক্রান্ত সংবাদ বিভিন্ন পত্রিকায় প্রকাশিত হওয়ায় প্রকৃতপক্ষে সাধারণ মানুষের মনে বিভ্রান্তির সৃষ্টি হয়েছে। আসলে হোমিওপ্যাথিক ঔষধ এমনি কোনো বস্তু দিয়ে তৈরি হয় না।	[991, 1832, 1550, 1890]
classified-ad-label: ফ্ল্যাট ভাড়া :	[174, 283, 246, 296]
article-body: তদন্ত রিপোর্টে হাবিবুর রহমান দাবি করেছেন, প্রকাশিত সংবাদে তার ভাবমূর্তি ক্ষুণ্ণ হয়েছে। তবে প্রতিবেদনে উল্লিখিত তথ্যের সপক্ষে যথেষ্ট প্রমাণ রয়েছে বলে পত্রিকা কর্তৃপক্ষ জানিয়েছে। সাংবাদিক নেতারা বলেছেন, এ ধরনের মামলা স্বাধীন সাংবাদিকতার পথে বাধা।	[581, 272, 950, 337]
classified-ad	[174, 603, 384, 667]
city-report	[581, 869, 950, 905]
classified-ad-text: প্রতিটি থানা ও জেলা পর্যায়ে পুরুষ/মহিলা মার্কেটিং এক্সিকিউটিভ, অফিস সহকারী, সুপারভাইজার নিয়োগ। এসএসসি/এইচএসসি পাস। যোগাযোগ: ০১৭৫৩৫৩৫৩৫৩	[6, 679, 166, 772]
classified-list	[392, 1056, 573, 1136]
city-report-text: রাজশাহী বিশ্ববিদ্যালয় সাংবাদিক সমিতি এক বিবৃতিতে এ ঘটনার নিন্দা জানিয়েছে।	[581, 747, 950, 778]
logo-word-1: বাংলাদেশ	[1206, 10, 1398, 69]
classified-heading: পাত্র/পাত্রী	[392, 487, 573, 514]
classified-ad-text: মহিলা ও পুরুষ সহকারী, পরিচালক ও হিসাবরক্ষক পদে নিয়োগ চলছে। যোগাযোগ: ০১৭১৩৪৫৪৫৪৫	[6, 1895, 166, 1956]
logo-word-2: প্রতিদিন	[1397, 10, 1557, 69]
classified-ad-text: একটি প্রতিষ্ঠিত হোটেলে রিসিপশনিস্ট, ওয়েটার, বাবুর্চি ও ক্লিনার আবশ্যক। থাকা খাওয়া ফ্রি। যোগাযোগ: ০১৯৫৩৭৯০৭৪	[6, 1261, 166, 1322]
classified-ad	[392, 1056, 573, 1136]
classified-ad-label: জমি বিক্রয় :	[174, 553, 233, 566]
article-headline-line: মওদুদ আহমদের	[1049, 100, 1164, 121]
